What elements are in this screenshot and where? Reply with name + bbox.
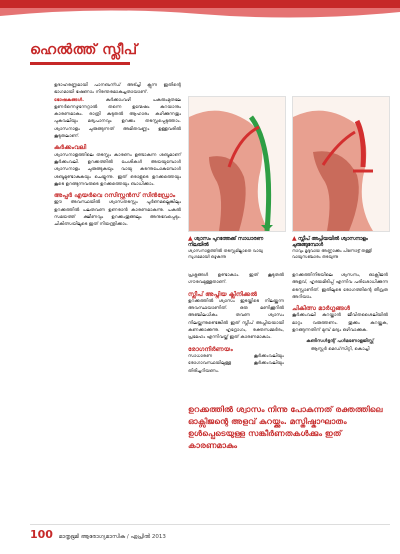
- col3-paragraph-2: കൂർക്കംവലി കുറയ്ക്കാൻ ജീവിതശൈലിയിൽ മാറ്റം വരുത്തണം. തൂക്കം കുറയ്ക്കുക, ഉറങ്ങുന്നതിന് മുമ്പ് മദ്യം ഒഴിവാക്കുക.: [292, 313, 388, 334]
- airway-normal-illustration: [189, 97, 285, 231]
- page-number: 100: [30, 528, 53, 541]
- col3-heading-1: ചികിത്സ മാർഗ്ഗങ്ങൾ: [292, 305, 351, 313]
- col1-paragraph-3: ശ്വാസനാളത്തിലെ തടസ്സം കാരണം ഉണ്ടാകുന്ന ശബ്ദമാണ് കൂർക്കംവലി. ഉറക്കത്തിൽ പേശികൾ അയയുമ്പോൾ ശ്വാസനാളം ചുരുങ്ങുകയും വായു കടന്നുപോകുമ്പോൾ ശബ്ദമുണ്ടാകുകയും ചെയ്യുന്നു. ഇത് ഒരാളുടെ ഉറക്കത്തെയും കൂടെ ഉറങ്ങുന്നവരുടെ ഉറക്കത്തെയും ബാധിക്കാം.: [54, 152, 181, 187]
- triangle-bullet-icon: ▲: [292, 235, 297, 242]
- triangle-bullet-icon: ▲: [188, 235, 193, 242]
- figure-2-caption: [292, 236, 388, 259]
- col1-heading-1: കുർക്കംവലി: [54, 144, 87, 152]
- page-title: ഹെൽത്ത് സ്ലീപ്: [30, 42, 138, 58]
- title-underline: [30, 62, 130, 65]
- publication-line: മാതൃഭൂമി ആരോഗ്യമാസിക / ഏപ്രിൽ 2013: [58, 534, 166, 540]
- col1-lead-word: ഭോഷകങ്ങൾ.: [54, 97, 84, 103]
- figure-normal-airway: [188, 96, 286, 232]
- column-1: [54, 82, 181, 229]
- col2-heading-1: സ്ലീപ് അപ്നിയ ക്ലിനിക്കൽ: [188, 290, 258, 298]
- col1-heading-2: അപ്പർ എയർവെ റസിസ്റ്റൻസ് സിൻഡ്രോം: [54, 192, 176, 200]
- col1-paragraph-1: ഉദാഹരണ്ണമായി പാനബന്ഡ് അട്ച്ചി ക്ലുന്ന ഇതിന്റെ ഭാഗമായി ഭഷണാം നിരന്തരമാകുച്ചതായാണ്.: [54, 83, 181, 96]
- column-3: [292, 272, 388, 353]
- author-info: ആസ്റ്റർ മെഡ്‌സിറ്റി, കൊച്ചി: [310, 346, 370, 352]
- top-accent-bar: [0, 0, 400, 8]
- column-2: [188, 272, 284, 375]
- author-name: കൺസൾട്ടന്റ് പൾമണോളജിസ്റ്റ്: [306, 339, 374, 345]
- col3-paragraph-1: ഉറക്കത്തിനിടയിലെ ശ്വസനം, ഓക്സിജൻ അളവ്, ഹൃദയമിടിപ്പ് എന്നിവ പരിശോധിക്കുന്ന ടെസ്റ്റാണിത്. ഇതിലൂടെ രോഗത്തിന്റെ തീവ്രത അറിയാം.: [292, 273, 388, 300]
- figure-1-caption-title: ശ്വാസം പുറത്തേക്ക് സാധാരണ നിലയിൽ: [188, 237, 263, 249]
- col2-paragraph-2: ഉറക്കത്തിൽ ശ്വാസം ഇടയ്ക്കിടെ നിലയ്ക്കുന്ന അവസ്ഥയാണിത്. ഒരു മണിക്കൂറിൽ അഞ്ചിലധികം തവണ ശ്വാസം നിലയ്ക്കുന്നുണ്ടെങ്കിൽ ഇത് സ്ലീപ് അപ്നിയയായി കണക്കാക്കുന്നു. ഹൃദ്രോഗം, രക്തസമ്മർദം, പ്രമേഹം എന്നിവയ്ക്ക് ഇത് കാരണമാകാം.: [188, 298, 284, 341]
- col2-heading-2: രോഗനിർണയം: [188, 345, 233, 353]
- pull-quote: ഉറക്കത്തിൽ ശ്വാസം നിന്നു പോകുന്നത് രക്തത്തിലെ ഓക്സിജന്റെ അളവ് കുറയ്ക്കും. മസ്തിഷ്കാഘാതം ഉൾപ്പെടെയുള്ള സങ്കീർണതകൾക്കും ഇത് കാരണമാകും: [188, 404, 383, 450]
- figure-1-caption-body: ശ്വാസനാളത്തിൽ തടസ്സമില്ലാതെ വായു സുഗമമായി ഒഴുകുന്നു: [188, 248, 263, 259]
- top-wave-decoration: [0, 8, 400, 22]
- figure-1-caption: [188, 236, 284, 259]
- footer-rule: [30, 524, 390, 525]
- figure-obstructed-airway: [292, 96, 390, 232]
- figure-2-caption-title: സ്ലീപ് അപ്നിയയിൽ ശ്വാസനാളം ചുരുങ്ങുമ്പോൾ: [292, 237, 368, 249]
- col2-paragraph-3: സാധാരണ കൂർക്കംവലിയും രോഗാവസ്ഥയിലുള്ള കൂർക്കംവലിയും തിരിച്ചറിയണം.: [188, 353, 284, 374]
- figure-2-caption-body: നാവും മൃദുവായ അണ്ണാക്കും പിന്നോട്ട് തള്ളി വായുസഞ്ചാരം തടയുന്നു: [292, 248, 372, 259]
- footer: [30, 528, 166, 541]
- col1-paragraph-4: ഈ അവസ്ഥയിൽ ശ്വാസതടസ്സം പൂർണമല്ലെങ്കിലും ഉറക്കത്തിൽ പലതവണ ഉണരാൻ കാരണമാകുന്നു. പകൽ സമയത്ത് ക്ഷീണവും ഉറക്കംതൂങ്ങലും അനുഭവപ്പെടും. ചികിത്സയിലൂടെ ഇത് നിയന്ത്രിക്കാം.: [54, 200, 181, 228]
- airway-obstructed-illustration: [293, 97, 389, 231]
- col2-paragraph-1: പ്രശ്നങ്ങൾ ഉണ്ടാകാം. ഇത് കൂടുതൽ ഗൗരവമുള്ളതാണ്.: [188, 273, 284, 286]
- col1-paragraph-2: കുർക്കാംവഴി പകരുംമുതലേ ഉണർന്നെഴുന്നേറ്റാൽ തന്നെ ഉന്മേഷം കുറയാനും കാരണമാകും. രാത്രി കുടുതൽ ആഹാരം കഴിക്കുന്നതും പുകവലിയും മദ്യപാനവും ഉറക്കം തടസ്സപ്പെടുത്താം. ശ്വാസനാളം ചുരുങ്ങുന്നത് അമിതവണ്ണം ഉള്ളവരിൽ കൂടുതലാണ്.: [54, 97, 181, 140]
